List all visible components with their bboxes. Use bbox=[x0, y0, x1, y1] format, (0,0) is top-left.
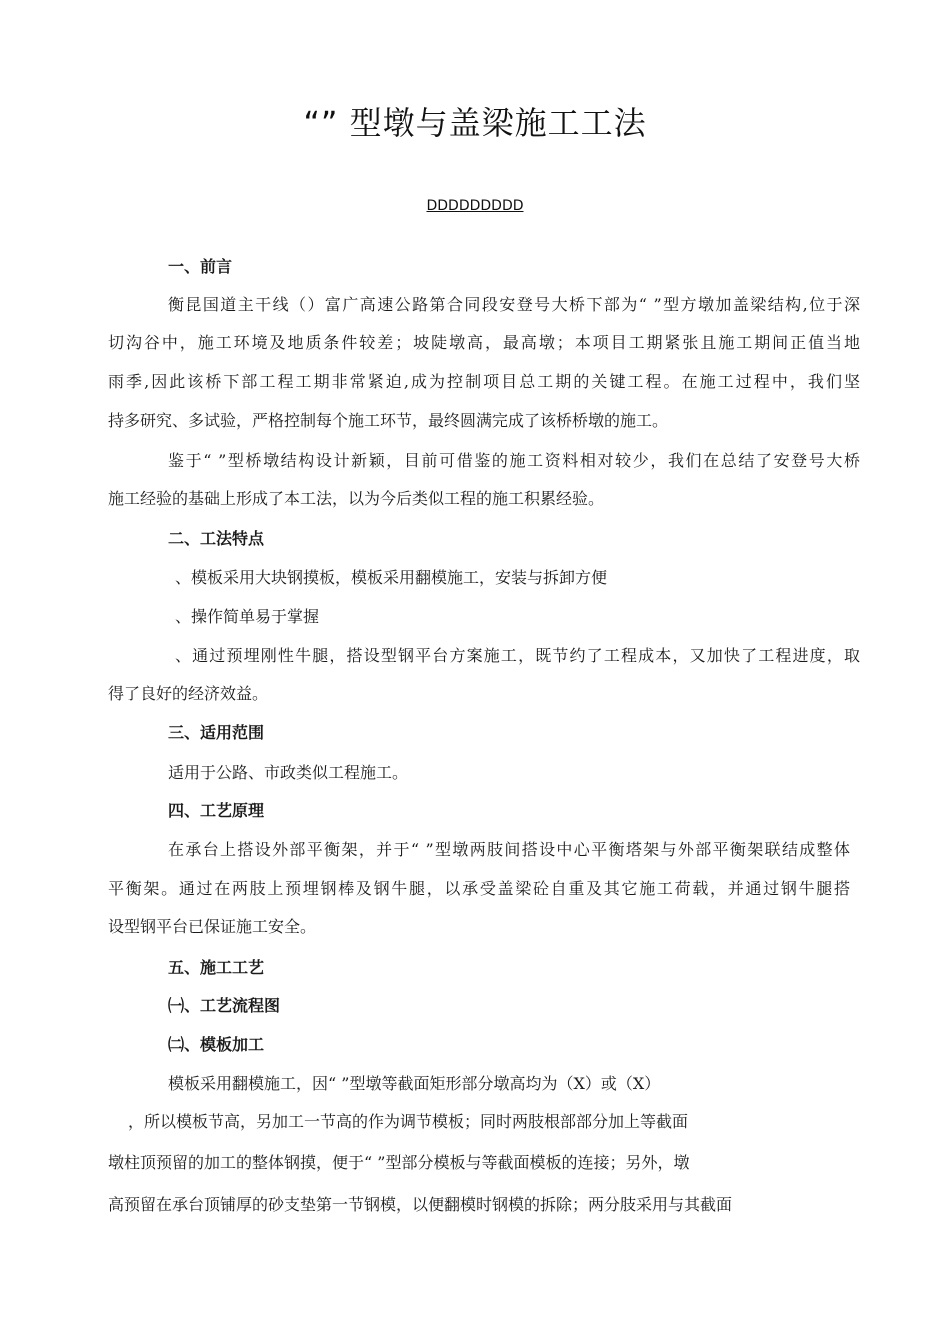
section-heading-preface: 一、前言 bbox=[168, 257, 233, 276]
paragraph-line: 平衡架。通过在两肢上预埋钢棒及钢牛腿，以承受盖梁砼自重及其它施工荷载，并通过钢牛腿搭 bbox=[108, 879, 850, 898]
paragraph-line: 施工经验的基础上形成了本工法，以为今后类似工程的施工积累经验。 bbox=[108, 489, 605, 508]
list-item: 、操作简单易于掌握 bbox=[175, 607, 320, 626]
paragraph-line: 墩柱顶预留的加工的整体钢摸，便于“ ”型部分模板与等截面模板的连接；另外，墩 bbox=[108, 1153, 690, 1172]
paragraph-line: 衡昆国道主干线（）富广高速公路第合同段安登号大桥下部为“ ”型方墩加盖梁结构,位于深 bbox=[168, 295, 860, 314]
section-heading-principle: 四、工艺原理 bbox=[168, 801, 265, 820]
section-heading-process: 五、施工工艺 bbox=[168, 958, 265, 977]
list-item: 、通过预埋刚性牛腿，搭设型钢平台方案施工，既节约了工程成本，又加快了工程进度，取 bbox=[175, 646, 860, 665]
list-item: 、模板采用大块钢摸板，模板采用翻模施工，安装与拆卸方便 bbox=[175, 568, 608, 587]
paragraph-line: 雨季,因此该桥下部工程工期非常紧迫,成为控制项目总工期的关键工程。在施工过程中，我们坚 bbox=[108, 372, 860, 391]
document-subtitle: DDDDDDDDD bbox=[426, 198, 524, 214]
paragraph-line: 高预留在承台顶铺厚的砂支垫第一节钢模，以便翻模时钢模的拆除；两分肢采用与其截面 bbox=[108, 1195, 733, 1214]
paragraph-line: 切沟谷中，施工环境及地质条件较差；坡陡墩高，最高墩；本项目工期紧张且施工期间正值当地 bbox=[108, 333, 860, 352]
document-title: “” 型墩与盖梁施工工法 bbox=[303, 104, 647, 142]
section-heading-features: 二、工法特点 bbox=[168, 529, 265, 548]
paragraph-line: 在承台上搭设外部平衡架，并于“ ”型墩两肢间搭设中心平衡塔架与外部平衡架联结成整体 bbox=[168, 840, 850, 859]
list-item: 得了良好的经济效益。 bbox=[108, 684, 269, 703]
subsection-heading-formwork: ㈡、模板加工 bbox=[168, 1035, 265, 1054]
subsection-heading-flowchart: ㈠、工艺流程图 bbox=[168, 996, 281, 1015]
section-heading-scope: 三、适用范围 bbox=[168, 723, 265, 742]
paragraph-line: 适用于公路、市政类似工程施工。 bbox=[168, 763, 409, 782]
paragraph-line: 鉴于“ ”型桥墩结构设计新颖，目前可借鉴的施工资料相对较少，我们在总结了安登号大桥 bbox=[168, 451, 860, 470]
paragraph-line: 模板采用翻模施工，因“ ”型墩等截面矩形部分墩高均为（X）或（X） bbox=[168, 1074, 661, 1093]
paragraph-line: 持多研究、多试验，严格控制每个施工环节，最终圆满完成了该桥桥墩的施工。 bbox=[108, 411, 669, 430]
paragraph-line: ，所以模板节高，另加工一节高的作为调节模板；同时两肢根部部分加上等截面 bbox=[128, 1112, 689, 1131]
paragraph-line: 设型钢平台已保证施工安全。 bbox=[108, 917, 317, 936]
